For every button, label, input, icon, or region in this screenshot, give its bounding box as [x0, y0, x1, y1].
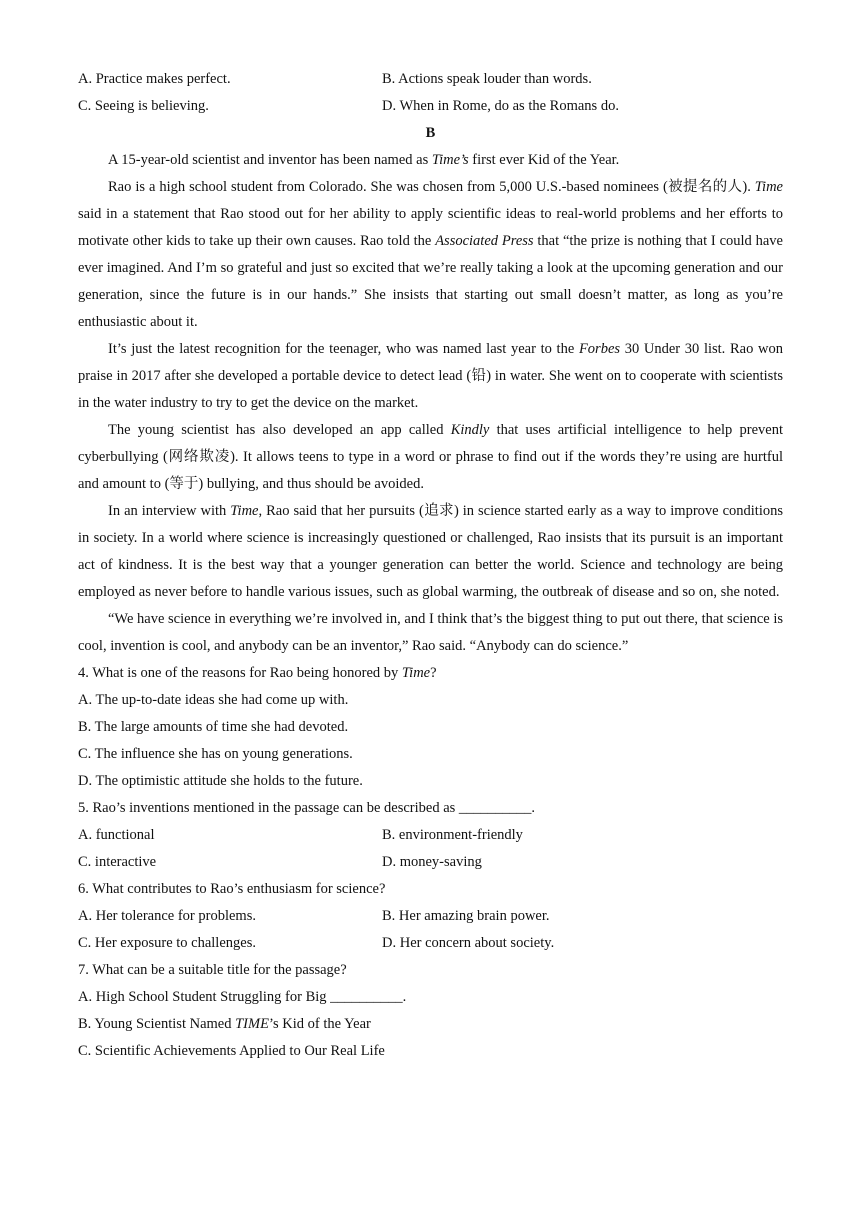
passage-paragraph-2: Rao is a high school student from Colorado. She was chosen from 5,000 U.S.-based nominees (被提名的人). Time said in a statement that Rao stood out for her ability to apply scientific ideas to real-world problems and her efforts to motivate other kids to take up their own causes. Rao told the Associated Press that “the prize is nothing that I could have ever imagined. And I’m so grateful and just so excited that we’re really taking a look at the upcoming generation and our generation, since the future is in our hands.” She insists that starting out small doesn’t matter, as long as you’re enthusiastic about it. [78, 179, 783, 330]
question-4-option-d: D. The optimistic attitude she holds to the future. [78, 773, 363, 789]
passage-paragraph-3: It’s just the latest recognition for the teenager, who was named last year to the Forbes 30 Under 30 list. Rao won praise in 2017 after she developed a portable device to detect lead (铅) in water. She went on to cooperate with scientists in the water industry to try to get the device on the market. [78, 341, 783, 411]
question-6-stem: 6. What contributes to Rao’s enthusiasm for science? [78, 881, 386, 897]
question-6-options-row-2 [78, 930, 783, 957]
question-5-stem: 5. Rao’s inventions mentioned in the passage can be described as __________. [78, 800, 536, 816]
question-7-option-c: C. Scientific Achievements Applied to Our Real Life [78, 1043, 385, 1059]
passage-paragraph-6: “We have science in everything we’re involved in, and I think that’s the biggest thing to put out there, that science is cool, invention is cool, and anybody can be an inventor,” Rao said. “Anybody can do science.” [78, 611, 783, 654]
question-7-option-b: B. Young Scientist Named TIME’s Kid of the Year [78, 1016, 371, 1032]
question-4-option-b: B. The large amounts of time she had devoted. [78, 719, 349, 735]
question-7-stem: 7. What can be a suitable title for the passage? [78, 962, 347, 978]
prev-options-row-1 [78, 66, 783, 93]
question-5-option-c: C. interactive [78, 854, 157, 870]
question-6-option-c: C. Her exposure to challenges. [78, 935, 256, 951]
question-6-option-b: B. Her amazing brain power. [382, 908, 550, 924]
prev-option-c: C. Seeing is believing. [78, 98, 209, 114]
question-6-options-row-1 [78, 903, 783, 930]
question-5-options-row-1 [78, 822, 783, 849]
question-5-option-d: D. money-saving [382, 854, 482, 870]
prev-options-row-2 [78, 93, 783, 120]
question-4-option-a: A. The up-to-date ideas she had come up with. [78, 692, 349, 708]
passage-paragraph-5: In an interview with Time, Rao said that her pursuits (追求) in science started early as a way to improve conditions in society. In a world where science is increasingly questioned or challenged, Rao insists that its pursuit is an important act of kindness. It is the best way that a younger generation can better the world. Science and technology are being employed as never before to handle various issues, such as global warming, the outbreak of disease and so on, she noted. [78, 503, 783, 600]
prev-option-a: A. Practice makes perfect. [78, 71, 231, 87]
passage-paragraph-1: A 15-year-old scientist and inventor has been named as Time’s first ever Kid of the Year. [108, 152, 620, 168]
question-5-options-row-2 [78, 849, 783, 876]
question-5-option-b: B. environment-friendly [382, 827, 523, 843]
question-5-option-a: A. functional [78, 827, 155, 843]
prev-option-d: D. When in Rome, do as the Romans do. [382, 98, 619, 114]
question-4-stem: 4. What is one of the reasons for Rao being honored by Time? [78, 665, 437, 681]
prev-option-b: B. Actions speak louder than words. [382, 71, 592, 87]
question-6-option-a: A. Her tolerance for problems. [78, 908, 256, 924]
question-4-option-c: C. The influence she has on young generations. [78, 746, 353, 762]
question-7-option-a: A. High School Student Struggling for Big __________. [78, 989, 407, 1005]
passage-paragraph-4: The young scientist has also developed an app called Kindly that uses artificial intelligence to help prevent cyberbullying (网络欺凌). It allows teens to type in a word or phrase to find out if the words they’re using are hurtful and amount to (等于) bullying, and thus should be avoided. [78, 422, 783, 492]
question-6-option-d: D. Her concern about society. [382, 935, 555, 951]
section-heading: B [425, 125, 436, 141]
